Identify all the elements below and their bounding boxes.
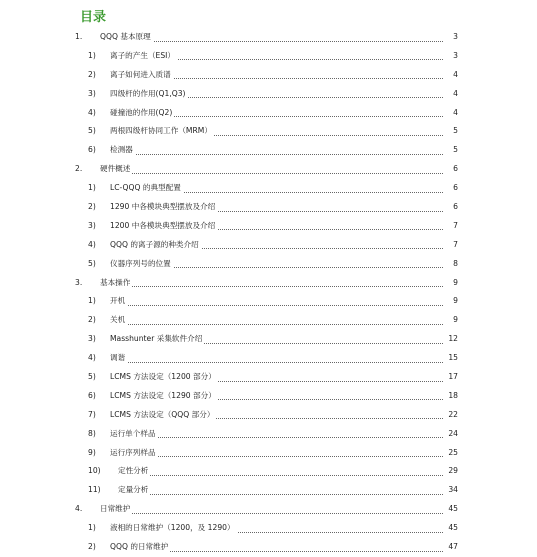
toc-entry[interactable] <box>0 481 537 500</box>
toc-dot-leader <box>100 41 457 42</box>
toc-dot-leader <box>118 475 457 476</box>
toc-entry-title[interactable]: 硬件概述 <box>100 160 132 179</box>
toc-dot-leader <box>100 513 457 514</box>
toc-entry-page-number: 3 <box>443 47 458 66</box>
toc-entry-number: 3) <box>88 220 96 230</box>
toc-entry-number: 5) <box>88 372 96 382</box>
toc-entry-page-number: 45 <box>443 519 458 538</box>
toc-entry[interactable] <box>0 349 537 368</box>
toc-entry-number: 11) <box>88 485 101 495</box>
toc-entry-page-number: 4 <box>443 104 458 123</box>
toc-entry-page-number: 17 <box>443 368 458 387</box>
toc-entry-number: 8) <box>88 428 96 438</box>
toc-entry-number: 6) <box>88 145 96 155</box>
toc-entry[interactable] <box>0 330 537 349</box>
toc-entry-page-number: 24 <box>443 425 458 444</box>
toc-entry[interactable] <box>0 217 537 236</box>
toc-entry-page-number: 22 <box>443 406 458 425</box>
toc-entry[interactable] <box>0 500 537 519</box>
toc-entry-title[interactable]: 四级杆的作用(Q1,Q3) <box>110 85 188 104</box>
toc-entry[interactable] <box>0 274 537 293</box>
toc-entry[interactable] <box>0 311 537 330</box>
toc-entry-number: 1) <box>88 523 96 533</box>
toc-entry-title[interactable]: LCMS 方法设定（1200 部分） <box>110 368 218 387</box>
toc-entry-page-number: 7 <box>443 236 458 255</box>
toc-dot-leader <box>100 286 457 287</box>
toc-entry-page-number: 15 <box>443 349 458 368</box>
toc-entry-page-number: 47 <box>443 538 458 557</box>
toc-entry-page-number: 6 <box>443 179 458 198</box>
toc-entry-page-number: 3 <box>443 28 458 47</box>
toc-entry-number: 4) <box>88 353 96 363</box>
toc-entry-page-number: 7 <box>443 217 458 236</box>
toc-entry-title[interactable]: Masshunter 采集软件介绍 <box>110 330 204 349</box>
toc-entry[interactable] <box>0 368 537 387</box>
toc-entry-title[interactable]: 调谐 <box>110 349 127 368</box>
toc-dot-leader <box>110 305 457 306</box>
toc-entry[interactable] <box>0 519 537 538</box>
toc-entry-page-number: 6 <box>443 198 458 217</box>
toc-entry-number: 1) <box>88 183 96 193</box>
toc-entry-number: 4) <box>88 107 96 117</box>
toc-entry-title[interactable]: 碰撞池的作用(Q2) <box>110 104 174 123</box>
toc-entry-number: 5) <box>88 258 96 268</box>
toc-entry-page-number: 5 <box>443 141 458 160</box>
toc-entry-number: 1) <box>88 50 96 60</box>
toc-dot-leader <box>110 154 457 155</box>
toc-entry-title[interactable]: 运行单个样品 <box>110 425 158 444</box>
toc-entry[interactable] <box>0 236 537 255</box>
toc-entry-title[interactable]: 两根四级杆协同工作（MRM） <box>110 122 214 141</box>
toc-entry-page-number: 9 <box>443 311 458 330</box>
toc-entry-title[interactable]: 1290 中各模块典型摆放及介绍 <box>110 198 217 217</box>
toc-entry-title[interactable]: 检测器 <box>110 141 135 160</box>
toc-entry[interactable] <box>0 66 537 85</box>
toc-entry-page-number: 18 <box>443 387 458 406</box>
toc-entry[interactable] <box>0 198 537 217</box>
toc-entry-page-number: 4 <box>443 85 458 104</box>
toc-entry-page-number: 29 <box>443 462 458 481</box>
toc-entry-title[interactable]: 基本操作 <box>100 274 132 293</box>
toc-entry[interactable] <box>0 255 537 274</box>
toc-entry-number: 6) <box>88 390 96 400</box>
toc-entry-page-number: 8 <box>443 255 458 274</box>
toc-dot-leader <box>110 456 457 457</box>
toc-entry[interactable] <box>0 160 537 179</box>
toc-entry-number: 2) <box>88 542 96 552</box>
toc-entry-title[interactable]: QQQ 的离子源的种类介绍 <box>110 236 201 255</box>
toc-entry-number: 2. <box>75 164 83 174</box>
toc-entry[interactable] <box>0 47 537 66</box>
toc-entry-page-number: 4 <box>443 66 458 85</box>
toc-entry[interactable] <box>0 406 537 425</box>
toc-entry[interactable] <box>0 85 537 104</box>
toc-entry-page-number: 6 <box>443 160 458 179</box>
toc-entry[interactable] <box>0 538 537 557</box>
toc-entry-title[interactable]: QQQ 的日常维护 <box>110 538 170 557</box>
toc-entry-number: 1) <box>88 296 96 306</box>
toc-entry-title[interactable]: 定性分析 <box>118 462 150 481</box>
toc-list <box>0 28 537 557</box>
toc-entry[interactable] <box>0 28 537 47</box>
toc-dot-leader <box>118 494 457 495</box>
toc-entry-number: 4. <box>75 504 83 514</box>
toc-entry-number: 3) <box>88 88 96 98</box>
toc-entry-title[interactable]: QQQ 基本原理 <box>100 28 153 47</box>
toc-entry-page-number: 5 <box>443 122 458 141</box>
toc-entry-title[interactable]: 离子如何进入质谱 <box>110 66 173 85</box>
toc-dot-leader <box>110 362 457 363</box>
toc-entry[interactable] <box>0 104 537 123</box>
toc-entry-page-number: 45 <box>443 500 458 519</box>
toc-entry-title[interactable]: 开机 <box>110 292 127 311</box>
toc-entry-number: 2) <box>88 69 96 79</box>
toc-entry[interactable] <box>0 462 537 481</box>
toc-entry[interactable] <box>0 444 537 463</box>
toc-entry-page-number: 25 <box>443 444 458 463</box>
toc-entry-number: 9) <box>88 447 96 457</box>
toc-entry-page-number: 34 <box>443 481 458 500</box>
toc-entry-number: 2) <box>88 202 96 212</box>
toc-entry-page-number: 12 <box>443 330 458 349</box>
toc-entry-title[interactable]: 关机 <box>110 311 127 330</box>
toc-entry[interactable] <box>0 122 537 141</box>
toc-entry-number: 2) <box>88 315 96 325</box>
toc-entry-title[interactable]: 1200 中各模块典型摆放及介绍 <box>110 217 217 236</box>
toc-entry[interactable] <box>0 425 537 444</box>
toc-entry-page-number: 9 <box>443 274 458 293</box>
toc-entry-title[interactable]: 运行序列样品 <box>110 444 158 463</box>
toc-entry-title[interactable]: 日常维护 <box>100 500 132 519</box>
toc-entry-number: 4) <box>88 239 96 249</box>
toc-heading: 目录 <box>80 10 107 25</box>
toc-entry-title[interactable]: 离子的产生（ESI） <box>110 47 177 66</box>
toc-entry-title[interactable]: LC-QQQ 的典型配置 <box>110 179 183 198</box>
toc-entry-number: 1. <box>75 32 83 41</box>
toc-entry-page-number: 9 <box>443 292 458 311</box>
toc-entry-title[interactable]: 液相的日常维护（1200，及 1290） <box>110 519 237 538</box>
toc-entry-title[interactable]: 仪器序列号的位置 <box>110 255 173 274</box>
toc-entry-number: 10) <box>88 466 101 476</box>
toc-entry-title[interactable]: LCMS 方法设定（1290 部分） <box>110 387 218 406</box>
toc-dot-leader <box>100 173 457 174</box>
toc-entry[interactable] <box>0 141 537 160</box>
toc-entry-title[interactable]: 定量分析 <box>118 481 150 500</box>
toc-entry[interactable] <box>0 292 537 311</box>
toc-dot-leader <box>110 437 457 438</box>
toc-entry-number: 7) <box>88 409 96 419</box>
toc-entry-title[interactable]: LCMS 方法设定（QQQ 部分） <box>110 406 216 425</box>
toc-entry-number: 3. <box>75 277 83 287</box>
toc-entry-number: 5) <box>88 126 96 136</box>
toc-entry[interactable] <box>0 387 537 406</box>
toc-dot-leader <box>110 324 457 325</box>
toc-entry-number: 3) <box>88 334 96 344</box>
toc-entry[interactable] <box>0 179 537 198</box>
